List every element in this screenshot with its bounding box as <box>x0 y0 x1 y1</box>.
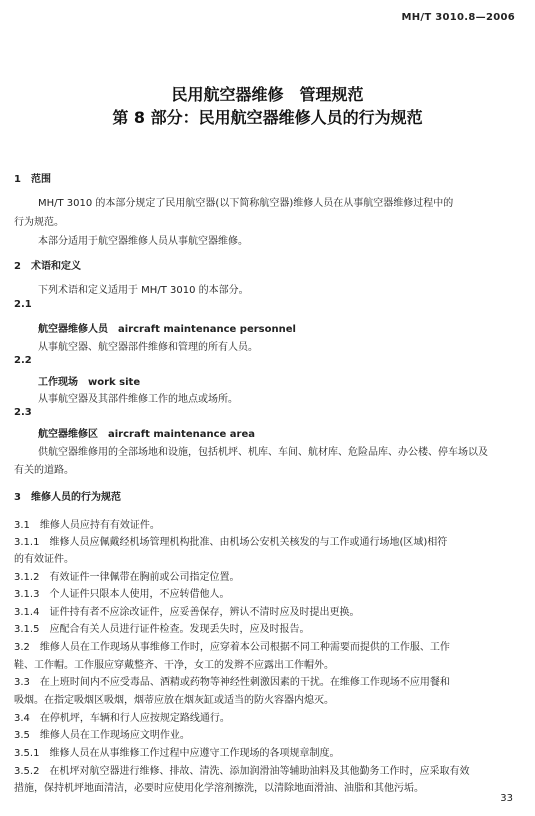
term-2-2-title: 工作现场 work site <box>38 377 141 388</box>
clause-3-1-3: 3.1.3 个人证件只限本人使用，不应转借他人。 <box>14 589 230 600</box>
document-title-line2: 第 8 部分：民用航空器维修人员的行为规范 <box>112 108 423 127</box>
section-2-intro: 下列术语和定义适用于 MH/T 3010 的本部分。 <box>38 285 249 296</box>
clause-3-4: 3.4 在停机坪，车辆和行人应按规定路线通行。 <box>14 713 230 724</box>
section-1-heading: 1 范围 <box>14 174 51 185</box>
clause-3-3-line-2: 吸烟。在指定吸烟区吸烟，烟蒂应放在烟灰缸或适当的防火容器内熄灭。 <box>14 695 334 706</box>
term-2-2-number: 2.2 <box>14 355 32 366</box>
document-title-line1: 民用航空器维修 管理规范 <box>171 85 364 104</box>
term-2-2-definition: 从事航空器及其部件维修工作的地点或场所。 <box>38 394 238 405</box>
section-3-heading: 3 维修人员的行为规范 <box>14 492 121 503</box>
clause-3-3-line-1: 3.3 在上班时间内不应受毒品、酒精或药物等神经性刺激因素的干扰。在维修工作现场不应用餐和 <box>14 677 450 688</box>
section-1-para-1-line-2: 行为规范。 <box>14 217 64 228</box>
term-2-3-number: 2.3 <box>14 407 32 418</box>
clause-3-2-line-2: 鞋、工作帽。工作服应穿戴整齐、干净，女工的发辫不应露出工作帽外。 <box>14 660 334 671</box>
term-2-1-definition: 从事航空器、航空器部件维修和管理的所有人员。 <box>38 342 258 353</box>
clause-3-5-2-line-1: 3.5.2 在机坪对航空器进行维修、排故、清洗、添加润滑油等辅助油料及其他勤务工作时，应采取有效 <box>14 766 470 777</box>
page-number: 33 <box>500 793 513 804</box>
section-1-para-2: 本部分适用于航空器维修人员从事航空器维修。 <box>38 236 248 247</box>
term-2-1-title: 航空器维修人员 aircraft maintenance personnel <box>38 324 296 335</box>
term-2-3-title: 航空器维修区 aircraft maintenance area <box>38 429 255 440</box>
clause-3-1-5: 3.1.5 应配合有关人员进行证件检查。发现丢失时，应及时报告。 <box>14 624 310 635</box>
term-2-3-definition-line-1: 供航空器维修用的全部场地和设施，包括机坪、机库、车间、航材库、危险品库、办公楼、停车场以及 <box>38 447 488 458</box>
section-1-para-1-line-1: MH/T 3010 的本部分规定了民用航空器(以下简称航空器)维修人员在从事航空器维修过程中的 <box>38 198 454 209</box>
clause-3-5: 3.5 维修人员在工作现场应文明作业。 <box>14 730 190 741</box>
clause-3-1-4: 3.1.4 证件持有者不应涂改证件，应妥善保存，辨认不清时应及时提出更换。 <box>14 607 360 618</box>
section-2-heading: 2 术语和定义 <box>14 261 81 272</box>
clause-3-1-1-line-1: 3.1.1 维修人员应佩戴经机场管理机构批准、由机场公安机关核发的与工作或通行场地(区域)相符 <box>14 537 448 548</box>
clause-3-1: 3.1 维修人员应持有有效证件。 <box>14 520 160 531</box>
clause-3-5-2-line-2: 措施，保持机坪地面清洁，必要时应使用化学溶剂擦洗，以清除地面滑油、油脂和其他污垢。 <box>14 783 424 794</box>
clause-3-1-1-line-2: 的有效证件。 <box>14 554 74 565</box>
clause-3-1-2: 3.1.2 有效证件一律佩带在胸前或公司指定位置。 <box>14 572 240 583</box>
clause-3-2-line-1: 3.2 维修人员在工作现场从事维修工作时，应穿着本公司根据不同工种需要而提供的工作服、工作 <box>14 642 450 653</box>
clause-3-5-1: 3.5.1 维修人员在从事维修工作过程中应遵守工作现场的各项规章制度。 <box>14 748 340 759</box>
term-2-3-definition-line-2: 有关的道路。 <box>14 465 74 476</box>
term-2-1-number: 2.1 <box>14 299 32 310</box>
standard-code: MH/T 3010.8—2006 <box>401 12 515 23</box>
